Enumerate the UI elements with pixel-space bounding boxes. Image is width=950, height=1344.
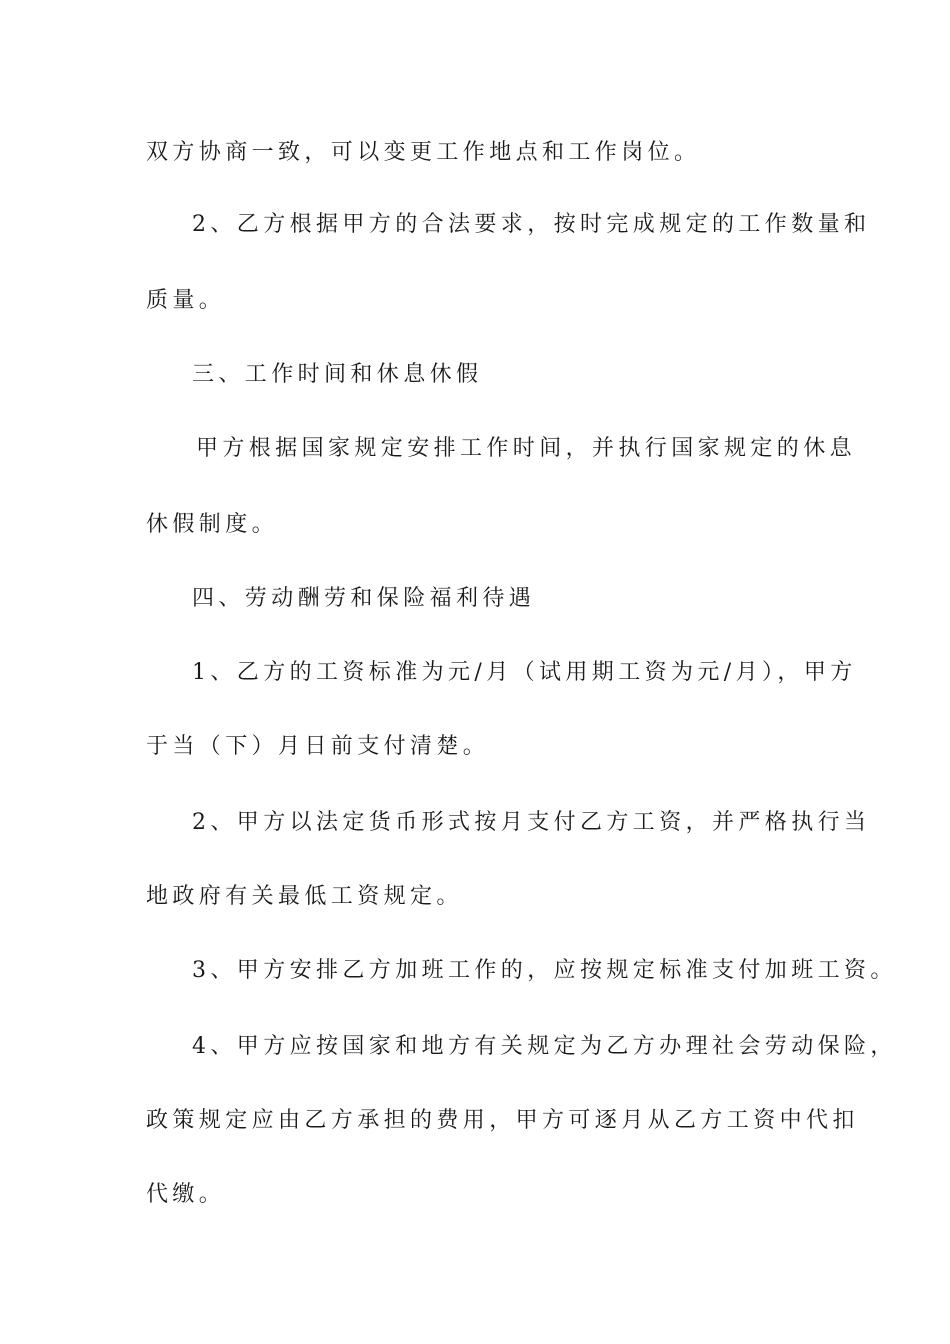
paragraph-line: 双方协商一致，可以变更工作地点和工作岗位。: [146, 140, 701, 165]
paragraph-line: 于当（下）月日前支付清楚。: [146, 734, 490, 759]
section-heading: 三、工作时间和休息休假: [192, 362, 483, 387]
paragraph-line: 4、甲方应按国家和地方有关规定为乙方办理社会劳动保险，: [192, 1034, 897, 1059]
paragraph-line: 休假制度。: [146, 512, 279, 537]
paragraph-line: 政策规定应由乙方承担的费用，甲方可逐月从乙方工资中代扣: [146, 1108, 859, 1133]
paragraph-line: 2、乙方根据甲方的合法要求，按时完成规定的工作数量和: [192, 212, 871, 237]
paragraph-line: 1、乙方的工资标准为元/月（试用期工资为元/月），甲方: [192, 660, 857, 685]
paragraph-line: 3、甲方安排乙方加班工作的，应按规定标准支付加班工资。: [192, 958, 897, 983]
paragraph-line: 地政府有关最低工资规定。: [146, 884, 463, 909]
paragraph-line: 2、甲方以法定货币形式按月支付乙方工资，并严格执行当: [192, 810, 871, 835]
paragraph-line: 质量。: [146, 288, 226, 313]
paragraph-line: 代缴。: [146, 1182, 226, 1207]
paragraph-line: 甲方根据国家规定安排工作时间，并执行国家规定的休息: [196, 436, 857, 461]
section-heading: 四、劳动酬劳和保险福利待遇: [192, 586, 536, 611]
